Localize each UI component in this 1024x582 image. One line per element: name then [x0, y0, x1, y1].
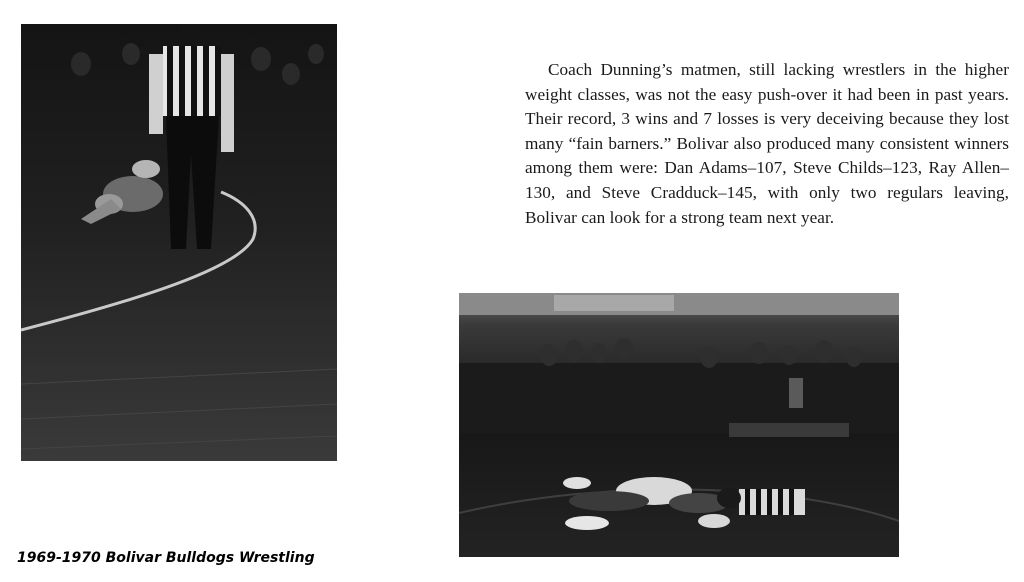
- wrestling-photo-right: [459, 293, 899, 557]
- wrestling-photo-right-image: [459, 293, 899, 557]
- wrestling-photo-left: [21, 24, 337, 461]
- page-caption: 1969-1970 Bolivar Bulldogs Wrestling: [17, 550, 315, 566]
- wrestling-photo-left-image: [21, 24, 337, 461]
- article-text: Coach Dunning’s matmen, still lacking wrestlers in the higher weight classes, was not the easy push-over it had been in past years. Their record, 3 wins and 7 losses is very deceiving because they lost many “fain barners.” Bolivar also produced many consistent winners among them were: Dan Adams–107, Steve Childs–123, Ray Allen–130, and Steve Cradduck–145, with only two regulars leaving, Bolivar can look for a strong team next year.: [525, 60, 1009, 227]
